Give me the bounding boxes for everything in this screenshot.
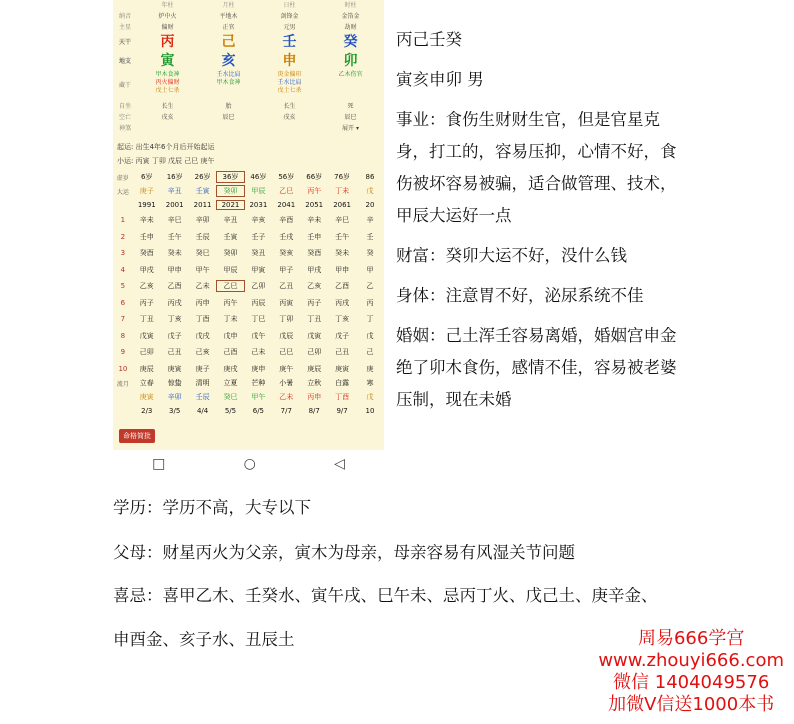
liunian-row: 2 壬申 壬午 壬辰 壬寅 壬子 壬戌 壬申 壬午 壬 [120, 232, 374, 241]
education-line: 学历：学历不高，大专以下 [113, 498, 311, 517]
liunian-row: 3 癸酉 癸未 癸巳 癸卯 癸丑 癸亥 癸酉 癸未 癸 [120, 249, 374, 258]
parents-line: 父母：财星丙火为父亲，寅木为母亲，母亲容易有风湿关节问题 [113, 543, 575, 562]
dayun-pillars-row: 大运 庚子 辛丑 壬寅 癸卯 甲辰 乙巳 丙午 丁未 戊 [116, 187, 374, 196]
recents-button[interactable]: □ [152, 456, 166, 472]
watermark-ad [598, 628, 784, 716]
liunian-row: 4 甲戌 甲申 甲午 甲辰 甲寅 甲子 甲戌 甲申 甲 [120, 265, 374, 274]
wealth-paragraph: 财富：癸卯大运不好，没什么钱 [396, 246, 627, 265]
zizuo-row: 自坐 长生 胎 长生 死 [118, 103, 354, 110]
dizhi-year: 寅 [160, 53, 175, 69]
shensha-row: 神煞 展开 ▾ [113, 123, 384, 134]
ad-title: 周易666学宫 [637, 628, 745, 649]
liunian-row: 6 丙子 丙戌 丙申 丙午 丙辰 丙寅 丙子 丙戌 丙 [120, 298, 374, 307]
dizhi-day: 申 [282, 53, 297, 69]
tiangan-year: 丙 [160, 34, 175, 50]
xiaoyun-line: 小运: 丙寅 丁卯 戊辰 己巳 庚午 [117, 157, 215, 165]
android-nav-bar [113, 450, 384, 478]
liuyue-dates-row: 2/3 3/5 4/4 5/5 6/5 7/7 8/7 9/7 10 [141, 407, 375, 415]
liunian-row: 7 丁丑 丁亥 丁酉 丁未 丁巳 丁卯 丁丑 丁亥 丁 [120, 315, 374, 324]
dizhi-hour: 卯 [343, 53, 358, 69]
ad-wechat: 微信 1404049576 [613, 672, 770, 693]
career-paragraph: 事业：食伤生财财生官，但是官星克身，打工的，容易压抑，心情不好，食伤被坏容易被骗，适合做管理、技术，甲辰大运好一点 [396, 110, 677, 225]
nayin-row: 纳音 炉中火 平地木 剑锋金 金箔金 [118, 13, 360, 20]
tiangan-hour: 癸 [343, 34, 358, 50]
header-month: 月柱 [222, 2, 235, 9]
ad-url: www.zhouyi666.com [598, 650, 784, 671]
liunian-row: 9 己卯 己丑 己亥 己酉 己未 己巳 己卯 己丑 己 [120, 348, 374, 357]
health-paragraph: 身体：注意胃不好，泌尿系统不佳 [396, 286, 644, 305]
bazi-app-screenshot [113, 0, 384, 478]
canggan-row: 藏干 甲木食神 丙火偏财 戊土七杀 壬水比肩 甲木食神 庚金偏印 壬水比肩 戊土七杀 乙木伤官 [118, 71, 363, 94]
analysis-panel [396, 24, 686, 416]
bazi-zhi-line: 寅亥申卯 男 [396, 70, 484, 89]
liunian-row: 5 乙亥 乙酉 乙未 乙巳 乙卯 乙丑 乙亥 乙酉 乙 [120, 282, 374, 291]
header-day: 日柱 [283, 2, 296, 9]
zhuxing-row: 主星 偏财 正官 元男 劫财 [118, 24, 357, 31]
liunian-row: 10 庚辰 庚寅 庚子 庚戌 庚申 庚午 庚辰 庚寅 庚 [118, 364, 374, 373]
liuyue-ganzhi-row: 庚寅 辛卯 壬辰 癸巳 甲午 乙未 丙申 丁酉 戊 [139, 393, 374, 401]
liunian-row: 1 辛未 辛巳 辛卯 辛丑 辛亥 辛酉 辛未 辛巳 辛 [120, 216, 374, 225]
dayun-table [113, 170, 384, 212]
liunian-row: 8 戊寅 戊子 戊戌 戊申 戊午 戊辰 戊寅 戊子 戊 [120, 331, 374, 340]
dizhi-row: 地支 寅 亥 申 卯 [113, 52, 384, 71]
header-hour: 时柱 [344, 2, 357, 9]
tiangan-day: 壬 [282, 34, 297, 50]
dayun-ages-row: 虚岁 6岁 16岁 26岁 36岁 46岁 56岁 66岁 76岁 86 [116, 173, 375, 182]
dizhi-month: 亥 [221, 53, 236, 69]
liuyue-jieqi-row: 流月 立春 惊蛰 清明 立夏 芒种 小暑 立秋 白露 寒 [116, 379, 374, 388]
tiangan-month: 己 [221, 34, 236, 50]
xiji-line-1: 喜忌：喜甲乙木、壬癸水、寅午戌、巳午未、忌丙丁火、戊己土、庚辛金、 [113, 586, 658, 605]
mingge-button[interactable]: 命格简批 [119, 429, 155, 443]
bazi-gan-line: 丙己壬癸 [396, 30, 462, 49]
dayun-years-row: 1991 2001 2011 2021 2031 2041 2051 2061 20 [137, 201, 375, 209]
bazi-chart [113, 0, 384, 134]
kongwang-row: 空亡 戌亥 辰巳 戌亥 辰巳 [118, 114, 357, 121]
ad-promo: 加微V信送1000本书 [608, 694, 775, 715]
home-button[interactable]: ○ [243, 456, 256, 472]
liuyue-table [113, 376, 384, 418]
tiangan-row: 天干 丙 己 壬 癸 [113, 33, 384, 52]
header-year: 年柱 [161, 2, 174, 9]
expand-toggle[interactable]: 展开 ▾ [342, 125, 359, 132]
marriage-paragraph: 婚姻：己土浑壬容易离婚，婚姻宫申金绝了卯木食伤，感情不佳，容易被老婆压制，现在未婚 [396, 326, 677, 409]
qiyun-line: 起运: 出生4年6个月后开始起运 [117, 143, 215, 151]
chart-header-row [113, 0, 384, 11]
xiji-line-2: 申酉金、亥子水、丑辰土 [113, 630, 295, 649]
back-button[interactable]: ◁ [334, 456, 345, 472]
liunian-table [113, 212, 384, 377]
